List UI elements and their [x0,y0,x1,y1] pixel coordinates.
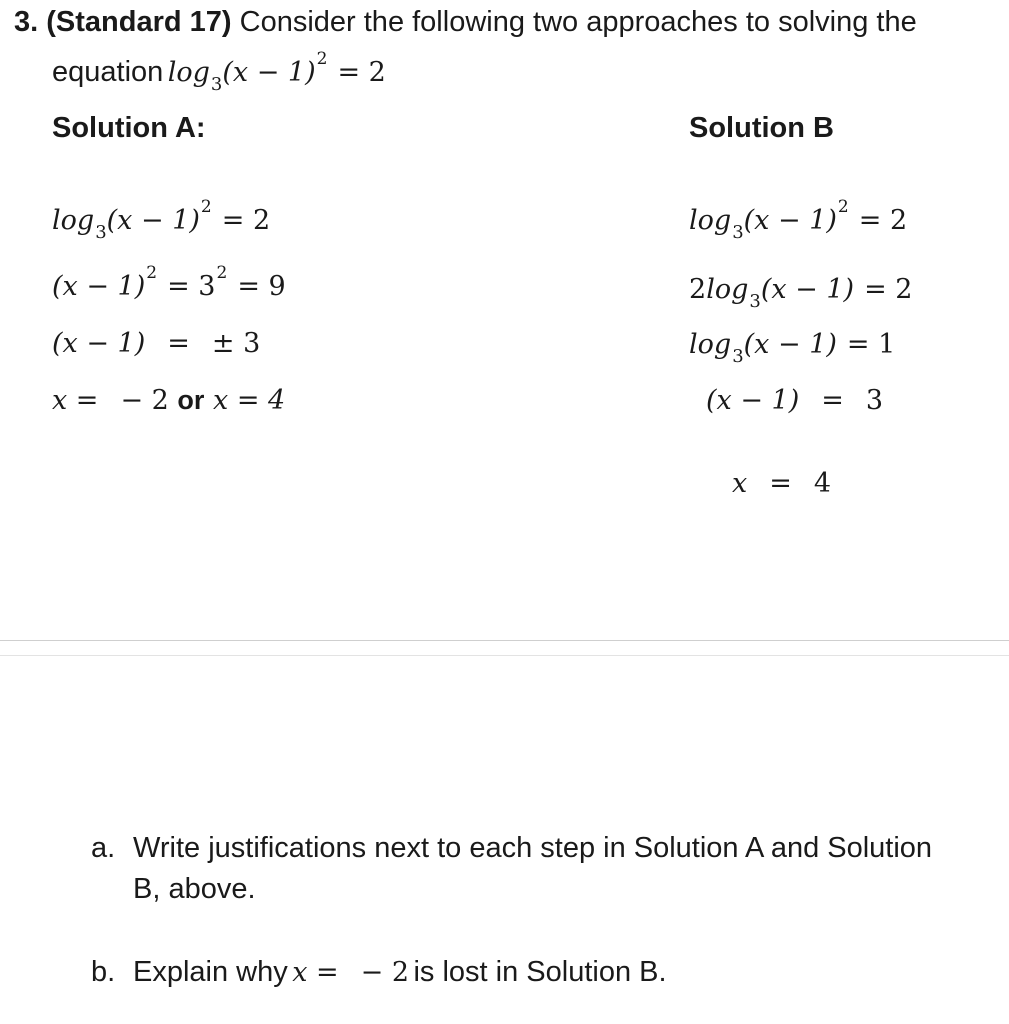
solution-b-step-5: x = 4 [732,468,832,499]
solution-a-step-2: $(x - 1)^2 = 3^2 = 9$ [52,263,286,302]
section-divider [0,640,1009,641]
solution-b-heading: Solution B [689,112,834,144]
solution-b-step-3: $\log_3(x - 1) = 1$ [689,329,896,367]
solution-b-step-2: $2\log_3(x - 1) = 2$ [689,274,913,312]
question-header [14,6,917,39]
question-standard: (Standard 17) [46,6,232,38]
part-a-line-2: B, above. [133,873,256,905]
part-b-text: Explain why x = − 2 is lost in Solution B. [133,956,667,988]
part-b-math: x = − 2 [292,957,410,988]
solution-a-step-1: $\log_3(x - 1)^2 = 2$ [52,197,271,243]
solution-b-step-1: $\log_3(x - 1)^2 = 2$ [689,197,908,243]
question-intro: Consider the following two approaches to solving the [239,6,917,38]
part-b-label: b. [91,956,116,988]
solution-a-step-4: x = − 2 or x = 4 [52,385,286,416]
solution-a-heading: Solution A: [52,112,206,144]
question-number: 3. [14,6,39,38]
part-a-line-1: Write justifications next to each step in Solution A and Solution [133,832,933,864]
solution-a-step-3: (x − 1) = ± 3 [52,328,261,359]
question-equation: $\log_3(x - 1)^2 = 2$ [167,49,386,95]
solution-b-step-4: (x − 1) = 3 [706,385,884,416]
equation-word: equation [52,56,164,88]
section-divider-secondary [0,655,1009,656]
part-a-label: a. [91,832,116,864]
question-equation-line [52,49,386,95]
